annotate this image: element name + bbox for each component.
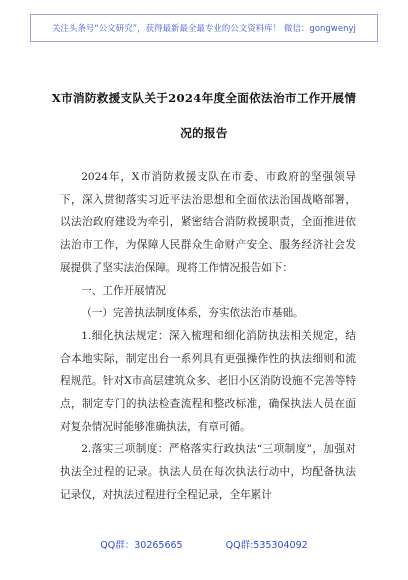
footer-qq-group-1: QQ群：30265665 — [100, 540, 183, 551]
footer — [0, 537, 408, 551]
intro-paragraph: 2024年，X市消防救援支队在市委、市政府的坚强领导下，深入贯彻落实习近平法治思想和全面依法治国战略部署，以法治政府建设为牵引，紧密结合消防救援职责，全面推进依法治市工作，为保障人民群众生命财产安全、服务经济社会发展提供了坚实法治保障。现将工作情况报告如下： — [60, 171, 356, 274]
section-heading: 一、工作开展情况 — [81, 284, 166, 297]
header-banner — [30, 14, 378, 42]
subsection-heading: （一）完善执法制度体系，夯实依法治市基础。 — [81, 307, 304, 320]
document-body — [60, 166, 356, 507]
item-paragraph-2: 2.落实三项制度：严格落实行政执法“三项制度”，加强对执法全过程的记录。执法人员在每次执法行动中，均配备执法记录仪，对执法过程进行全程记录，全年累计 — [60, 443, 356, 501]
document-title-line-2: 况的报告 — [180, 126, 228, 140]
document-title-line-1: X市消防救援支队关于2024年度全面依法治市工作开展情 — [51, 91, 357, 105]
item-paragraph-1: 1.细化执法规定：深入梳理和细化消防执法相关规定，结合本地实际，制定出台一系列具有更强操作性的执法细则和流程规范。针对X市高层建筑众多、老旧小区消防设施不完善等特点，制定专门的执法检查流程和整改标准，确保执法人员在面对复杂情况时能够准确执法，有章可循。 — [60, 329, 356, 433]
header-banner-text: 关注头条号“公文研究”，获得最新最全最专业的公文资料库！ 微信：gongwenyj — [52, 23, 356, 33]
footer-qq-group-2: QQ群:535304092 — [225, 540, 308, 551]
